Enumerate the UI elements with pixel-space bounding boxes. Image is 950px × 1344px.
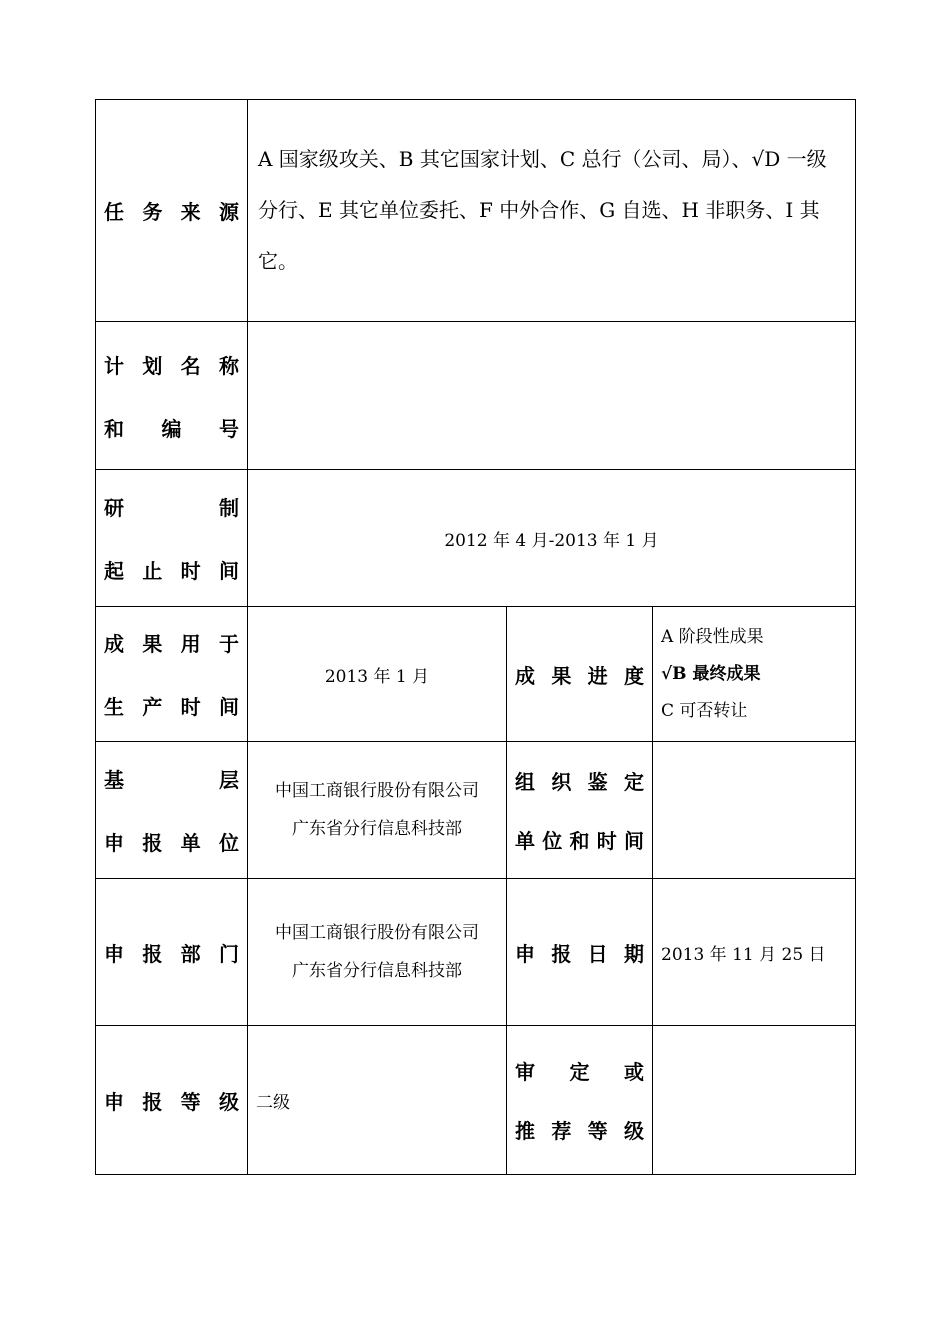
- progress-option-b: √B 最终成果: [661, 663, 761, 684]
- dev-period-label-line1: 研制: [104, 496, 239, 520]
- approved-level-label-line1: 审定或: [515, 1060, 644, 1084]
- approved-level-label-line2: 推荐等级: [515, 1119, 644, 1143]
- row-dev-period: [96, 470, 856, 607]
- grassroots-unit-value-line1: 中国工商银行股份有限公司: [275, 781, 479, 801]
- plan-name-value: [248, 322, 856, 470]
- grassroots-unit-value-line2: 广东省分行信息科技部: [292, 819, 462, 839]
- progress-label-cell: [507, 607, 653, 742]
- dev-period-label-line2: 起止时间: [104, 559, 239, 583]
- grassroots-unit-label-line2: 申报单位: [104, 831, 239, 855]
- row-level: [96, 1026, 856, 1175]
- plan-name-label-line2: 和编号: [104, 416, 239, 441]
- approved-level-value: [653, 1026, 856, 1175]
- department-value-cell: [248, 879, 507, 1026]
- task-source-options: A 国家级攻关、B 其它国家计划、C 总行（公司、局）、√D 一级分行、E 其它单位委托、F 中外合作、G 自选、H 非职务、I 其它。: [258, 147, 827, 273]
- level-label: 申报等级: [104, 1089, 239, 1114]
- department-label-cell: [96, 879, 248, 1026]
- date-label: 申报日期: [515, 941, 644, 966]
- progress-option-a: A 阶段性成果: [661, 626, 764, 647]
- row-department: [96, 879, 856, 1026]
- dev-period-label-cell: [96, 470, 248, 607]
- approved-level-label-cell: [507, 1026, 653, 1175]
- plan-name-label-cell: [96, 322, 248, 470]
- grassroots-unit-value-cell: [248, 742, 507, 879]
- application-form-table: [95, 99, 856, 1175]
- plan-name-label-line1: 计划名称: [104, 353, 239, 378]
- progress-option-c: C 可否转让: [661, 700, 748, 721]
- appraisal-label-line1: 组织鉴定: [515, 770, 644, 794]
- department-value-line1: 中国工商银行股份有限公司: [275, 923, 479, 943]
- production-time-value: 2013 年 1 月: [248, 607, 507, 742]
- progress-label: 成果进度: [515, 663, 644, 688]
- task-source-options-cell: [248, 100, 856, 322]
- date-value: 2013 年 11 月 25 日: [653, 879, 856, 1026]
- appraisal-label-line2: 单位和时间: [515, 829, 644, 853]
- row-plan-name: [96, 322, 856, 470]
- level-value: 二级: [248, 1026, 507, 1175]
- department-value-line2: 广东省分行信息科技部: [292, 961, 462, 981]
- appraisal-value: [653, 742, 856, 879]
- row-task-source: [96, 100, 856, 322]
- department-label: 申报部门: [104, 941, 239, 966]
- production-time-label-line2: 生产时间: [104, 695, 239, 719]
- task-source-label-cell: [96, 100, 248, 322]
- production-time-label-line1: 成果用于: [104, 632, 239, 656]
- level-label-cell: [96, 1026, 248, 1175]
- grassroots-unit-label-cell: [96, 742, 248, 879]
- row-grassroots-unit: [96, 742, 856, 879]
- date-label-cell: [507, 879, 653, 1026]
- production-time-label-cell: [96, 607, 248, 742]
- task-source-label: 任务来源: [104, 200, 239, 224]
- dev-period-value: 2012 年 4 月-2013 年 1 月: [248, 470, 856, 607]
- appraisal-label-cell: [507, 742, 653, 879]
- progress-options-cell: [653, 607, 856, 742]
- grassroots-unit-label-line1: 基层: [104, 768, 239, 792]
- row-production-time: [96, 607, 856, 742]
